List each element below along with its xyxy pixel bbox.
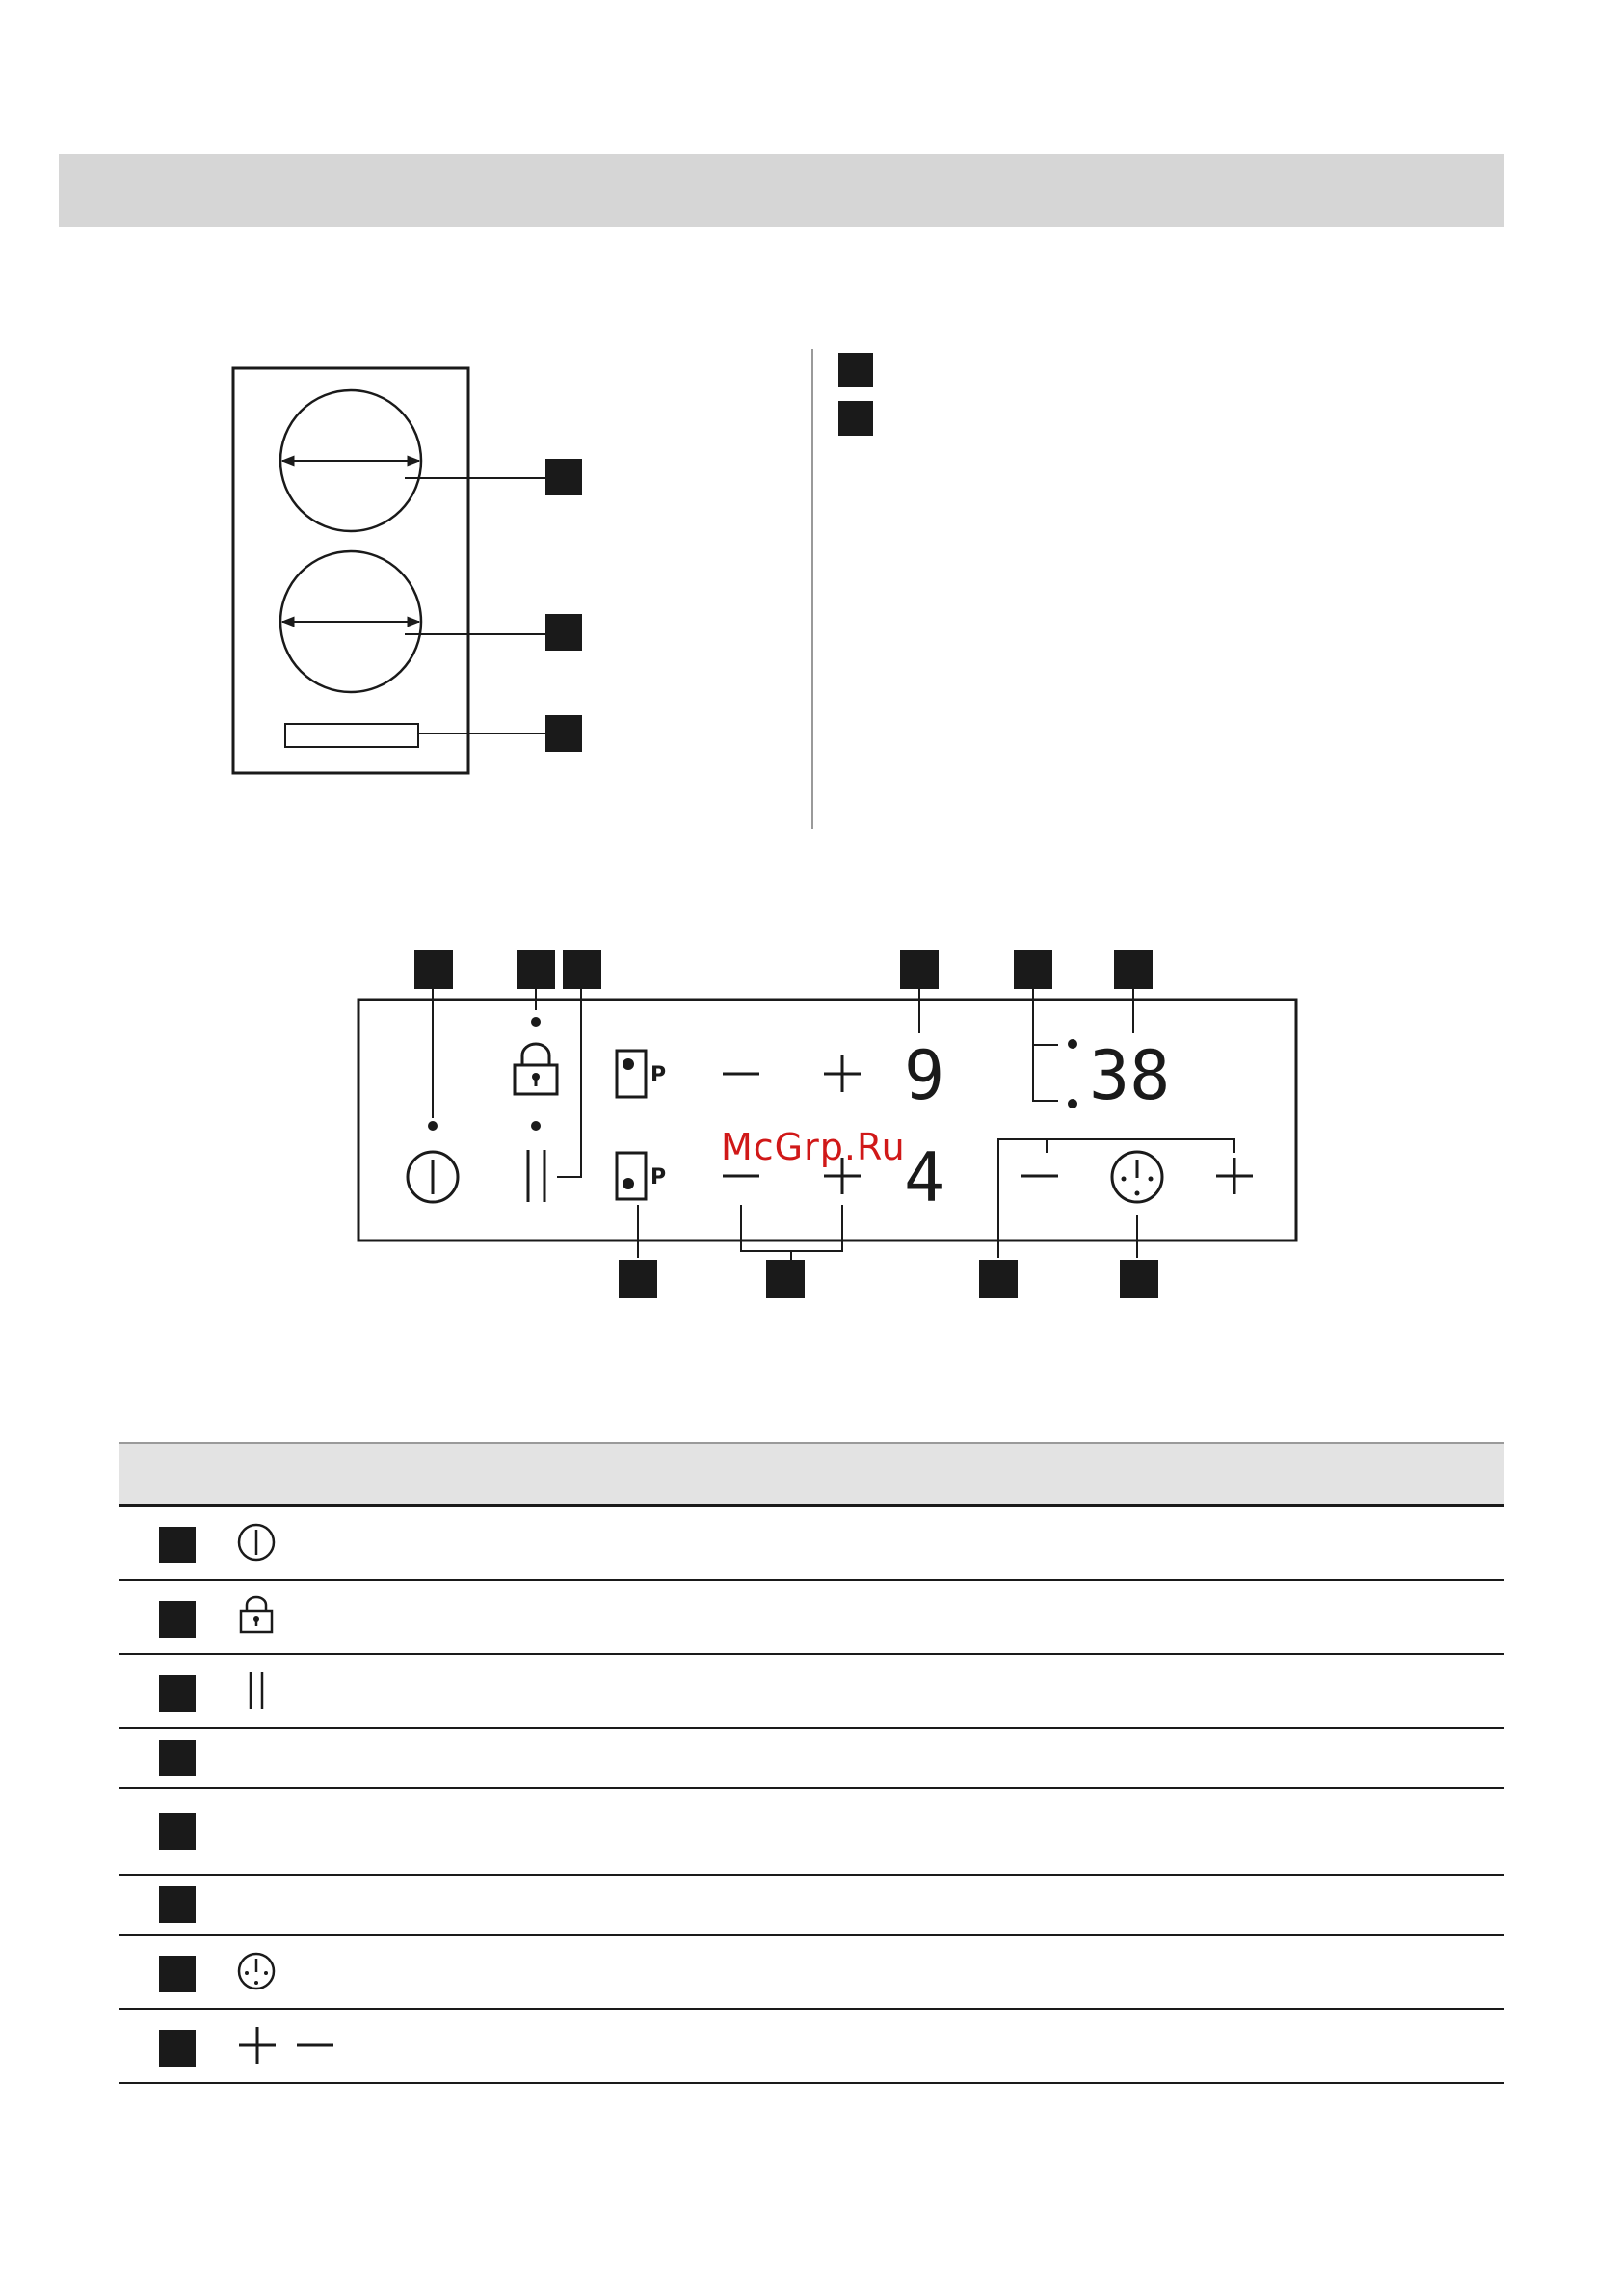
lock-icon[interactable]	[515, 1044, 557, 1094]
row-number-badge	[159, 1601, 196, 1638]
table-row	[119, 1936, 1504, 2010]
table-header	[119, 1442, 1504, 1507]
plus-minus-icon	[235, 2024, 341, 2067]
watermark: McGrp.Ru	[721, 1126, 906, 1168]
callout-lock	[517, 950, 555, 989]
table-row	[119, 1581, 1504, 1655]
callout-timer-controls	[979, 1260, 1018, 1298]
row-number-badge	[159, 1675, 196, 1712]
timer-display: 38	[1089, 1036, 1171, 1115]
row-number-badge	[159, 1740, 196, 1776]
timer-icon	[235, 1950, 278, 1992]
pause-icon	[235, 1669, 278, 1713]
svg-text:P: P	[650, 1165, 667, 1189]
svg-text:P: P	[650, 1063, 667, 1087]
row-number-badge	[159, 1527, 196, 1563]
column-divider	[811, 349, 813, 829]
plus-top-icon[interactable]	[824, 1055, 861, 1092]
row-number-badge	[159, 1886, 196, 1923]
table-row	[119, 2010, 1504, 2084]
zone-indicator-top-icon[interactable]	[617, 1051, 666, 1097]
power-level-display: 9	[904, 1036, 945, 1115]
callout-plus-minus	[766, 1260, 805, 1298]
callout-zone-top	[545, 459, 582, 495]
callout-timer-indicator	[1014, 950, 1052, 989]
sensor-field-table	[119, 1442, 1504, 2084]
callout-zone-bottom	[545, 614, 582, 651]
hob-outline	[233, 368, 468, 773]
table-row	[119, 1655, 1504, 1729]
row-number-badge	[159, 1813, 196, 1850]
on-off-icon[interactable]	[408, 1152, 458, 1202]
legend-callout-1	[838, 353, 873, 387]
row-number-badge	[159, 2030, 196, 2067]
callout-power-display	[900, 950, 939, 989]
timer-icon[interactable]	[1112, 1152, 1162, 1202]
callout-timer-button	[1120, 1260, 1158, 1298]
table-row	[119, 1789, 1504, 1876]
legend-callout-2	[838, 401, 873, 436]
row-number-badge	[159, 1956, 196, 1992]
table-row	[119, 1729, 1504, 1789]
lock-icon	[235, 1593, 278, 1638]
on-off-icon	[235, 1521, 278, 1563]
table-row	[119, 1507, 1504, 1581]
table-row	[119, 1876, 1504, 1936]
callout-zone-indicator	[619, 1260, 657, 1298]
callout-control-panel	[545, 715, 582, 752]
callout-timer-display	[1114, 950, 1153, 989]
callout-pause	[563, 950, 601, 989]
control-panel-area	[285, 724, 418, 747]
callout-on-off	[414, 950, 453, 989]
timer-plus-icon[interactable]	[1216, 1158, 1253, 1194]
zone-indicator-bottom-icon[interactable]	[617, 1153, 666, 1199]
power-level-display-lower: 4	[904, 1138, 945, 1217]
pause-icon[interactable]	[528, 1150, 544, 1202]
